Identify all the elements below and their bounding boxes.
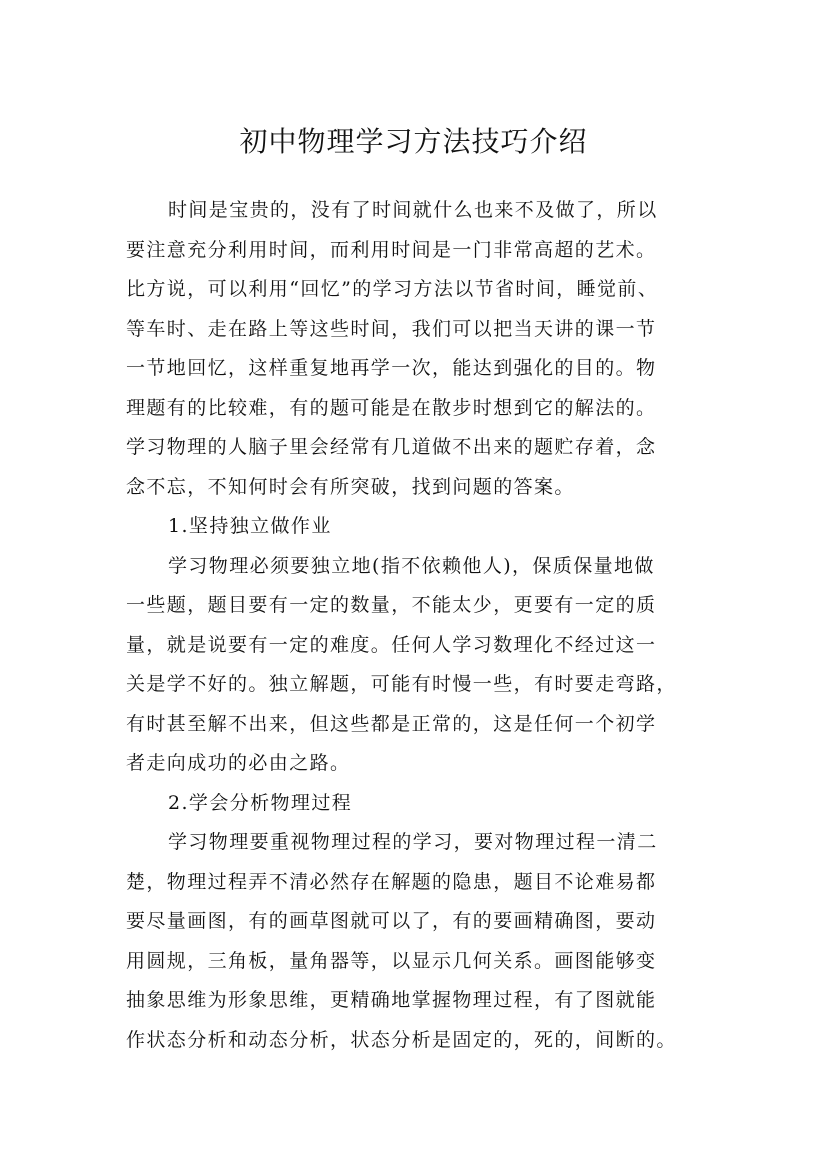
paragraph-line: 一节地回忆，这样重复地再学一次，能达到强化的目的。物 xyxy=(126,357,657,379)
paragraph-line: 一些题，题目要有一定的数量，不能太少，更要有一定的质 xyxy=(126,594,657,616)
paragraph-line: 时间是宝贵的，没有了时间就什么也来不及做了，所以 xyxy=(168,199,658,221)
paragraph-line: 量，就是说要有一定的难度。任何人学习数理化不经过这一 xyxy=(126,633,657,656)
paragraph-line: 关是学不好的。独立解题，可能有时慢一些，有时要走弯路， xyxy=(126,673,677,695)
paragraph-line: 有时甚至解不出来，但这些都是正常的，这是任何一个初学 xyxy=(126,712,657,735)
paragraph-line: 学习物理的人脑子里会经常有几道做不出来的题贮存着，念 xyxy=(126,436,657,458)
paragraph-line: 楚，物理过程弄不清必然存在解题的隐患，题目不论难易都 xyxy=(126,870,657,893)
paragraph-line: 等车时、走在路上等这些时间，我们可以把当天讲的课一节 xyxy=(126,317,657,340)
document-title: 初中物理学习方法技巧介绍 xyxy=(239,124,588,158)
paragraph-line: 理题有的比较难，有的题可能是在散步时想到它的解法的。 xyxy=(126,396,657,419)
paragraph-line: 要尽量画图，有的画草图就可以了，有的要画精确图，要动 xyxy=(126,910,657,932)
paragraph-line: 比方说，可以利用“回忆”的学习方法以节省时间，睡觉前、 xyxy=(126,278,659,300)
section-heading-1: 1.坚持独立做作业 xyxy=(168,515,332,537)
paragraph-line: 者走向成功的必由之路。 xyxy=(126,752,351,774)
paragraph-line: 念不忘，不知何时会有所突破，找到问题的答案。 xyxy=(126,475,575,498)
paragraph-line: 学习物理必须要独立地(指不依赖他人)，保质保量地做 xyxy=(168,554,655,577)
paragraph-line: 作状态分析和动态分析，状态分析是固定的，死的，间断的。 xyxy=(126,1028,677,1051)
paragraph-line: 用圆规，三角板，量角器等，以显示几何关系。画图能够变 xyxy=(126,949,657,972)
section-heading-2: 2.学会分析物理过程 xyxy=(168,791,353,814)
paragraph-line: 学习物理要重视物理过程的学习，要对物理过程一清二 xyxy=(168,831,658,853)
paragraph-line: 要注意充分利用时间，而利用时间是一门非常高超的艺术。 xyxy=(126,238,657,261)
document-body xyxy=(126,191,706,1060)
paragraph-line: 抽象思维为形象思维，更精确地掌握物理过程，有了图就能 xyxy=(126,989,657,1011)
